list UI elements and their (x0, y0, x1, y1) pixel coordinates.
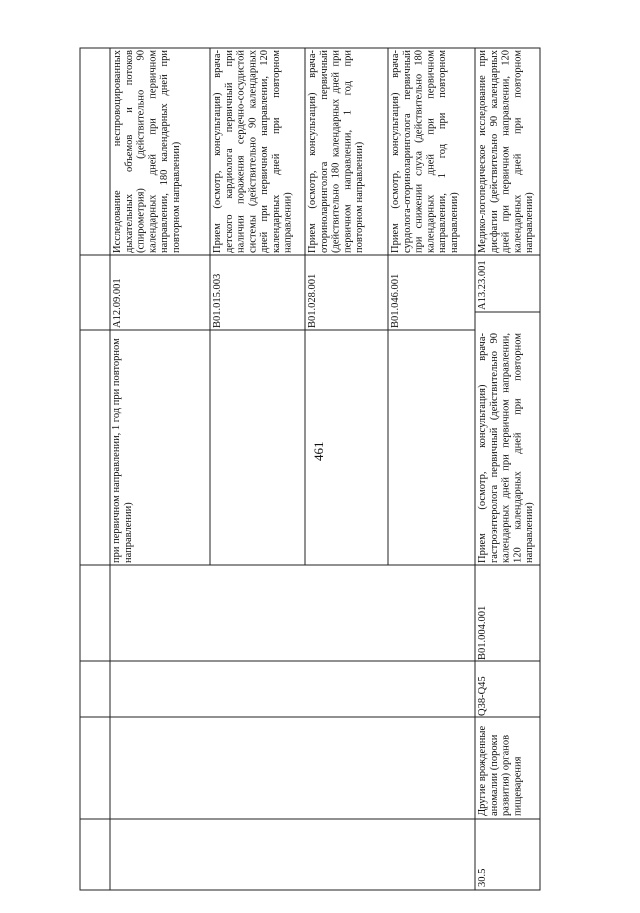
row-code-b01-015-003: B01.015.003 (212, 273, 223, 328)
service-code-2: A13.23.001 (477, 260, 488, 310)
service-text-1: Прием (осмотр, консультация) врача-гастроэнтеролога первичный (действительно 90 календарных дней при первичном направлении, 120 календарных дней при повторном направлении) (477, 333, 535, 563)
service-code-1: B01.004.001 (477, 605, 488, 660)
continuation-text: при первичном направлении, 1 год при повторном направлении) (111, 338, 134, 563)
row-text-b01-015-003: Прием (осмотр, консультация) врача-детского кардиолога первичный при наличии поражения сердечно-сосудистой системы (действительно 90 календарных дней при первичном направлении, 120 календарных дней при повторном направлении) (212, 50, 294, 253)
row-number: 30.5 (477, 868, 488, 887)
row-text-a12-09-001: Исследование неспровоцированных дыхательных объемов и потоков (спирометрия) (действительно 90 календарных дней при первичном направлении, 180 календарных дней при повторном направлении) (112, 50, 182, 253)
row-code-b01-028-001: B01.028.001 (307, 273, 318, 328)
page-number: 461 (311, 441, 326, 461)
row-code-b01-046-001: B01.046.001 (390, 273, 401, 328)
service-text-2: Медико-логопедическое исследование при дисфагии (действительно 90 календарных дней при первичном направлении, 120 календарных дней при повторном направлении) (477, 50, 535, 253)
icd-code: Q38-Q45 (477, 676, 488, 716)
row-text-b01-028-001: Прием (осмотр, консультация) врача-оториноларинголога первичный (действительно 180 календарных дней при первичном направлении, 1 год при повторном направлении) (307, 50, 365, 253)
diagnosis-name: Другие врожденные аномалии (пороки развития) органов пищеварения (477, 725, 524, 816)
row-text-b01-046-001: Прием (осмотр, консультация) врача-сурдолога-оториноларинголога первичный при снижении слуха (действительно 180 календарных дней при первичном направлении, 1 год при повторном направлении) (390, 50, 460, 253)
row-code-a12-09-001: A12.09.001 (112, 278, 123, 328)
